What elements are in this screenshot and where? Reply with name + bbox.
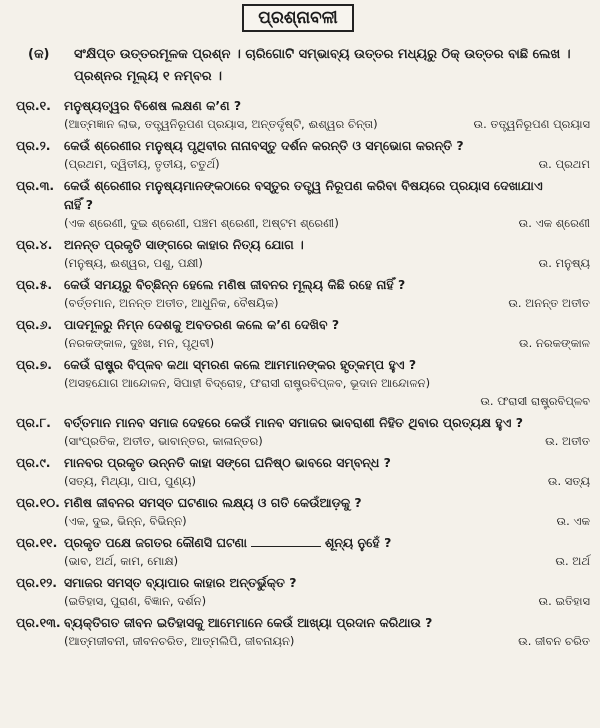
question-number: ପ୍ର.୧୦.	[16, 495, 60, 510]
question-number: ପ୍ର.୪.	[16, 237, 53, 252]
question-answer: ଉ. ଅତୀତ	[545, 434, 590, 448]
question-options: (ପ୍ରଥମ, ଦ୍ୱିତୀୟ, ତୃତୀୟ, ଚତୁର୍ଥ)	[64, 157, 220, 171]
question-text: ମାନବର ପ୍ରକୃତ ଉନ୍ନତି କାହା ସଙ୍ଗେ ଘନିଷ୍ଠ ଭାବରେ ସମ୍ବନ୍ଧ ?	[64, 455, 391, 470]
question-text: ମନୁଷ୍ୟତ୍ୱର ବିଶେଷ ଲକ୍ଷଣ କ’ଣ ?	[64, 98, 242, 113]
instruction-line-2: ପ୍ରଶ୍ନର ମୂଲ୍ୟ ୧ ନମ୍ବର ।	[74, 69, 222, 84]
question-options: (ଏକ ଶ୍ରେଣୀ, ଦୁଇ ଶ୍ରେଣୀ, ପଞ୍ଚମ ଶ୍ରେଣୀ, ଅଷ୍ଟମ ଶ୍ରେଣୀ)	[64, 216, 339, 230]
question-number: ପ୍ର.୧.	[16, 98, 51, 113]
question-list	[16, 96, 594, 653]
question-number: ପ୍ର.୧୨.	[16, 575, 58, 590]
question-answer: ଉ. ମନୁଷ୍ୟ	[538, 256, 590, 270]
question-answer: ଉ. ଅନନ୍ତ ଅତୀତ	[508, 296, 590, 310]
question-answer: ଉ. ଅର୍ଥ	[555, 554, 590, 568]
question-number: ପ୍ର.୧୧.	[16, 535, 58, 550]
question-number: ପ୍ର.୯.	[16, 455, 51, 470]
question-answer: ଉ. ନରକଙ୍କାଳ	[519, 336, 590, 350]
question-options: (ଭାବ, ଅର୍ଥ, କାମ, ମୋକ୍ଷ)	[64, 554, 179, 568]
question-number: ପ୍ର.୨.	[16, 138, 51, 153]
question-options: (ଇତିହାସ, ପୁରାଣ, ବିଜ୍ଞାନ, ଦର୍ଶନ)	[64, 594, 207, 608]
question-answer: ଉ. ଏକ ଶ୍ରେଣୀ	[518, 216, 590, 230]
question-options: (ସତ୍ୟ, ମିଥ୍ୟା, ପାପ, ପୁଣ୍ୟ)	[64, 474, 197, 488]
question-number: ପ୍ର.୩.	[16, 178, 55, 193]
question-item	[16, 613, 594, 650]
question-text: କେଉଁ ଶ୍ରେଣୀର ମନୁଷ୍ୟମାନଙ୍କଠାରେ ବସ୍ତୁର ତତ୍ତ୍ୱ ନିରୂପଣ କରିବା ବିଷୟରେ ପ୍ରୟାସ ଦେଖାଯାଏ	[64, 178, 543, 193]
question-text: କେଉଁ ରାଷ୍ଟ୍ର ବିପ୍ଳବ କଥା ସ୍ମରଣ କଲେ ଆମମାନଙ୍କର ହୃତ୍‌କମ୍ପ ହୁଏ ?	[64, 357, 417, 372]
question-item	[16, 573, 594, 610]
question-item	[16, 235, 594, 272]
section-label: (କ)	[28, 47, 50, 62]
question-answer: ଉ. ଇତିହାସ	[538, 594, 590, 608]
question-number: ପ୍ର.୮.	[16, 415, 51, 430]
question-options: (ନରକଙ୍କାଳ, ଦୁଃଖ, ମନ, ପୃଥିବୀ)	[64, 336, 215, 350]
question-answer: ଉ. ତତ୍ତ୍ୱନିରୂପଣ ପ୍ରୟାସ	[473, 117, 590, 131]
question-text: ସମାଜର ସମସ୍ତ ବ୍ୟାପାର କାହାର ଅନ୍ତର୍ଭୁକ୍ତ ?	[64, 575, 297, 590]
question-options: (ଏକ, ଦୁଇ, ଭିନ୍ନ, ବିଭିନ୍ନ)	[64, 514, 187, 528]
question-text: ବର୍ତ୍ତମାନ ମାନବ ସମାଜ ଦେହରେ କେଉଁ ମାନବ ସମାଜର ଭାବରାଶୀ ନିହିତ ଥିବାର ପ୍ରତ୍ୟକ୍ଷ ହୁଏ ?	[64, 415, 523, 430]
question-answer: ଉ. ପ୍ରଥମ	[538, 157, 590, 171]
question-number: ପ୍ର.୧୩.	[16, 615, 61, 630]
question-options: (ବର୍ତ୍ତମାନ, ଅନନ୍ତ ଅତୀତ, ଆଧୁନିକ, ବୈଷୟିକ)	[64, 296, 279, 310]
question-number: ପ୍ର.୫.	[16, 277, 53, 292]
page-title: ପ୍ରଶ୍ନାବଳୀ	[242, 4, 354, 32]
question-item	[16, 355, 594, 410]
question-options: (ସାଂପ୍ରତିକ, ଅତୀତ, ଭାବାନ୍ତର, କାଳାନ୍ତର)	[64, 434, 263, 448]
question-answer: ଉ. ଫରାସୀ ରାଷ୍ଟ୍ରବିପ୍ଳବ	[480, 394, 590, 408]
question-number: ପ୍ର.୬.	[16, 317, 53, 332]
question-number: ପ୍ର.୭.	[16, 357, 52, 372]
question-answer: ଉ. ଜୀବନ ଚରିତ	[518, 634, 590, 648]
fill-in-blank	[251, 546, 321, 547]
question-text: ଅନନ୍ତ ପ୍ରକୃତି ସାଙ୍ଗରେ କାହାର ନିତ୍ୟ ଯୋଗ ।	[64, 237, 304, 252]
question-options: (ମନୁଷ୍ୟ, ଈଶ୍ୱର, ପଶୁ, ପକ୍ଷୀ)	[64, 256, 203, 270]
question-item	[16, 533, 594, 570]
question-item	[16, 315, 594, 352]
question-text: କେଉଁ ସମୟରୁ ବିଚ୍ଛିନ୍ନ ହେଲେ ମଣିଷ ଜୀବନର ମୂଲ୍ୟ କିଛି ରହେ ନାହିଁ ?	[64, 277, 406, 292]
question-item	[16, 176, 594, 232]
question-text: ପ୍ରକୃତ ପକ୍ଷେ ଜଗତର କୌଣସି ଘଟଣା	[64, 535, 247, 550]
question-text: କେଉଁ ଶ୍ରେଣୀର ମନୁଷ୍ୟ ପୃଥିବୀର ନାନାବସ୍ତୁ ଦର୍ଶନ କରନ୍ତି ଓ ସମ୍ଭୋଗ କରନ୍ତି ?	[64, 138, 464, 153]
question-item	[16, 96, 594, 133]
question-item	[16, 136, 594, 173]
question-item	[16, 453, 594, 490]
question-item	[16, 413, 594, 450]
question-text: ବ୍ୟକ୍ତିଗତ ଜୀବନ ଇତିହାସକୁ ଆମେମାନେ କେଉଁ ଆଖ୍ୟା ପ୍ରଦାନ କରିଥାଉ ?	[64, 615, 433, 630]
question-text: ମଣିଷ ଜୀବନର ସମସ୍ତ ଘଟଣାର ଲକ୍ଷ୍ୟ ଓ ଗତି କେଉଁଆଡ଼କୁ ?	[64, 495, 362, 510]
section-instructions	[28, 44, 596, 88]
instruction-line-1: ସଂକ୍ଷିପ୍ତ ଉତ୍ତରମୂଳକ ପ୍ରଶ୍ନ । ଚାରିଗୋଟି ସମ୍ଭାବ୍ୟ ଉତ୍ତର ମଧ୍ୟରୁ ଠିକ୍ ଉତ୍ତର ବାଛି ଲେଖ ।	[74, 47, 571, 62]
question-text-continued: ନାହିଁ ?	[64, 197, 93, 212]
question-item	[16, 275, 594, 312]
question-text: ପାଦମୂଳରୁ ନିମ୍ନ ଦେଶକୁ ଅବତରଣ କଲେ କ’ଣ ଦେଖିବ ?	[64, 317, 340, 332]
question-answer: ଉ. ଏକ	[556, 514, 590, 528]
question-item	[16, 493, 594, 530]
question-options: (ଅସହଯୋଗ ଆନ୍ଦୋଳନ, ସିପାହୀ ବିଦ୍ରୋହ, ଫରାସୀ ରାଷ୍ଟ୍ରବିପ୍ଳବ, ଭୂଦାନ ଆନ୍ଦୋଳନ)	[64, 376, 431, 390]
question-options: (ଆତ୍ମଜ୍ଞାନ ଲାଭ, ତତ୍ତ୍ୱନିରୂପଣ ପ୍ରୟାସ, ଅନ୍ତର୍ଦୃଷ୍ଟି, ଈଶ୍ୱର ଚିନ୍ତା)	[64, 117, 378, 131]
question-text-after-blank: ଶୂନ୍ୟ ନୁହେଁ ?	[324, 535, 392, 550]
question-answer: ଉ. ସତ୍ୟ	[547, 474, 590, 488]
question-options: (ଆତ୍ମଜୀବନୀ, ଜୀବନଚରିତ, ଆତ୍ମଲିପି, ଜୀବନାୟନ)	[64, 634, 295, 648]
